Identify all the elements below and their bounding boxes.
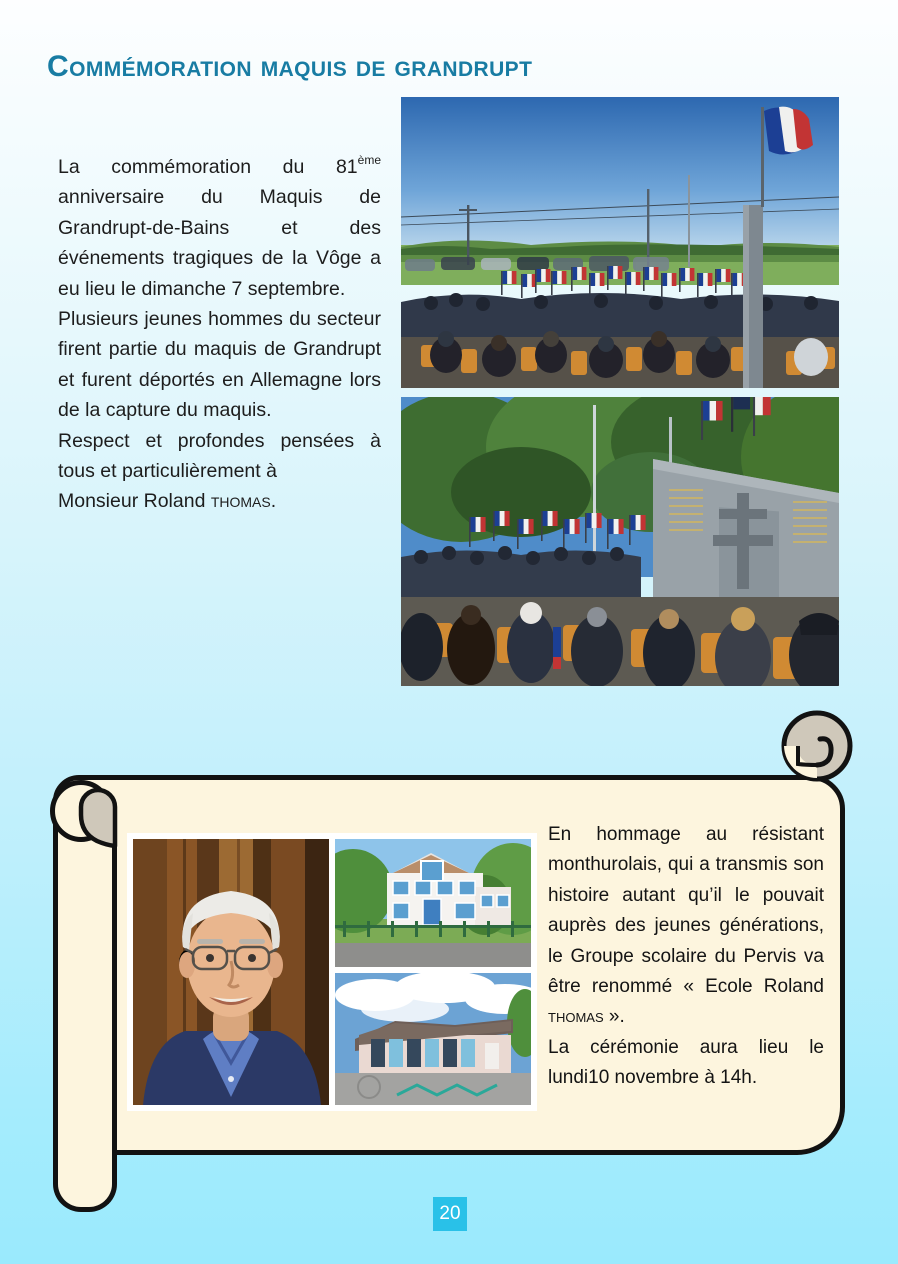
article-text — [58, 152, 381, 517]
page-title: Commémoration maquis de grandrupt — [47, 50, 533, 83]
scroll-curl-right — [776, 706, 858, 788]
schoolyard-photo — [335, 973, 531, 1105]
photo-collage — [127, 833, 537, 1111]
roland-thomas-portrait-photo — [133, 839, 329, 1105]
page-number-badge: 20 — [433, 1197, 467, 1231]
article-paragraph-3: Respect et profondes pensées à tous et particulièrement à — [58, 429, 381, 483]
scroll-note-text — [548, 820, 824, 1094]
scroll-tail — [53, 840, 117, 1212]
article-paragraph-4: Monsieur Roland thomas. — [58, 490, 277, 513]
ordinal-superscript: ème — [357, 153, 381, 167]
school-building-photo — [335, 839, 531, 967]
article-paragraph-1: La commémoration du 81ème anniversaire du Maquis de Grandrupt-de-Bains et des événements tragiques de la Vôge a eu lieu le dimanche 7 septembre. — [58, 153, 381, 300]
memorial-monument-photo — [401, 397, 839, 686]
article-paragraph-2: Plusieurs jeunes hommes du secteur firent partie du maquis de Grandrupt et furent déportés en Allemagne lors de la capture du maquis. — [58, 308, 381, 422]
scroll-paragraph-2: La cérémonie aura lieu le lundi10 novembre à 14h. — [548, 1036, 824, 1089]
ceremony-crowd-photo — [401, 97, 839, 388]
surname-smallcaps: thomas — [210, 490, 271, 513]
scroll-curl-left — [45, 770, 140, 870]
surname-smallcaps: thomas — [548, 1006, 604, 1028]
scroll-paragraph-1: En hommage au résistant monthurolais, qui a transmis son histoire autant qu’il le pouvait auprès des jeunes générations, le Groupe scolaire du Pervis va être renommé « Ecole Roland thomas ». — [548, 824, 824, 1028]
